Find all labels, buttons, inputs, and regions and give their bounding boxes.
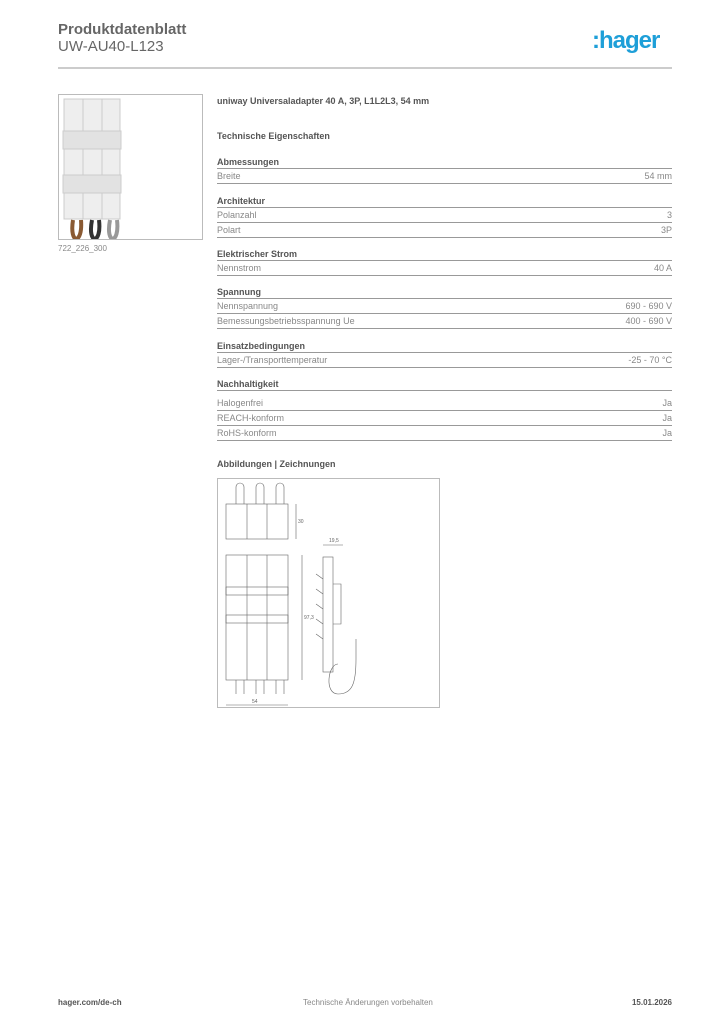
row-value: Ja [662,398,672,408]
row-value: 3P [660,225,672,235]
row-label: Breite [217,171,241,181]
row-value: Ja [662,428,672,438]
section-elektrischer-strom [217,247,672,276]
side-view [316,545,356,694]
technical-drawing [217,478,440,708]
table-row [217,411,672,426]
row-label: Nennstrom [217,263,262,273]
row-label: RoHS-konform [217,428,277,438]
front-view [226,555,302,705]
row-value: 3 [666,210,672,220]
row-value: 54 mm [644,171,672,181]
row-value: -25 - 70 °C [628,355,672,365]
table-row [217,223,672,238]
table-row [217,169,672,184]
section-abmessungen [217,155,672,184]
section-spannung [217,285,672,329]
table-row [217,261,672,276]
product-code: UW-AU40-L123 [58,38,164,55]
product-name: uniway Universaladapter 40 A, 3P, L1L2L3, 54 mm [217,96,430,106]
row-value: Ja [662,413,672,423]
section-nachhaltigkeit [217,377,672,441]
tech-heading: Technische Eigenschaften [217,131,330,141]
dim-top-height: 30 [298,519,304,525]
section-title: Spannung [217,285,672,299]
table-row [217,299,672,314]
section-title: Architektur [217,194,672,208]
section-title: Einsatzbedingungen [217,339,672,353]
table-row [217,208,672,223]
product-image [58,94,203,240]
table-row [217,396,672,411]
top-view [226,483,296,539]
dim-height: 97,3 [304,615,314,621]
hager-logo: :hager [592,27,660,54]
footer-date: 15.01.2026 [631,998,672,1007]
table-row [217,353,672,368]
page-title: Produktdatenblatt [58,21,187,38]
row-label: REACH-konform [217,413,285,423]
row-label: Nennspannung [217,301,279,311]
row-value: 690 - 690 V [625,301,672,311]
row-label: Bemessungsbetriebsspannung Ue [217,316,355,326]
section-einsatzbedingungen [217,339,672,368]
table-row [217,314,672,329]
row-label: Halogenfrei [217,398,264,408]
dim-depth: 19,5 [329,538,339,544]
section-title: Abmessungen [217,155,672,169]
table-row [217,426,672,441]
row-value: 40 A [653,263,672,273]
footer-url[interactable]: hager.com/de-ch [58,998,122,1007]
image-caption: 722_226_300 [58,244,107,253]
row-value: 400 - 690 V [625,316,672,326]
dim-width: 54 [252,699,258,705]
header-divider [58,67,672,69]
section-title: Nachhaltigkeit [217,377,672,391]
row-label: Polart [217,225,241,235]
section-title: Elektrischer Strom [217,247,672,261]
row-label: Polanzahl [217,210,257,220]
drawings-heading: Abbildungen | Zeichnungen [217,459,336,469]
footer-note: Technische Änderungen vorbehalten [303,998,433,1007]
section-architektur [217,194,672,238]
row-label: Lager-/Transporttemperatur [217,355,328,365]
